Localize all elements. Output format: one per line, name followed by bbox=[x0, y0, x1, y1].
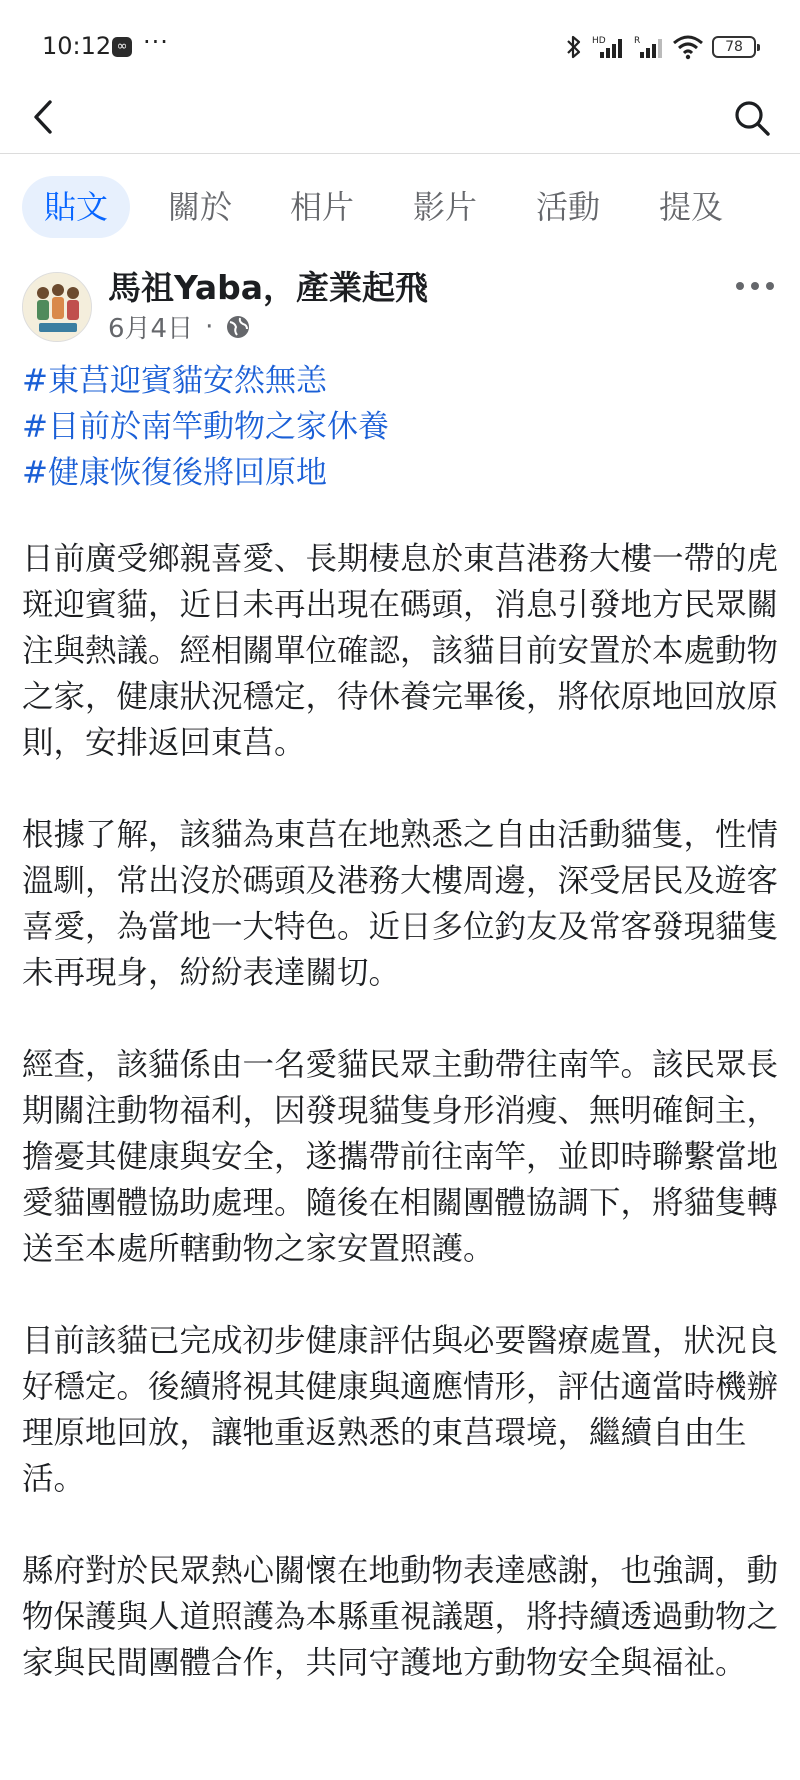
post-options-button[interactable] bbox=[736, 276, 776, 296]
search-icon bbox=[730, 96, 774, 140]
hashtag-link[interactable]: #目前於南竿動物之家休養 bbox=[22, 409, 389, 445]
app-notification-icon: ∞ bbox=[112, 37, 132, 57]
tab-videos[interactable]: 影片 bbox=[413, 188, 478, 226]
status-time: 10:12 bbox=[42, 32, 112, 60]
tab-photos[interactable]: 相片 bbox=[290, 188, 355, 226]
hashtag-link[interactable]: #東莒迎賓貓安然無恙 bbox=[22, 363, 327, 399]
roaming-signal-icon bbox=[634, 34, 664, 60]
tab-mentions[interactable]: 提及 bbox=[659, 188, 724, 226]
post-paragraph: 目前該貓已完成初步健康評估與必要醫療處置，狀況良好穩定。後續將視其健康與適應情形，評估適當時機辦理原地回放，讓牠重返熟悉的東莒環境，繼續自由生活。 bbox=[22, 1323, 779, 1497]
battery-icon: 78 bbox=[712, 36, 756, 58]
post-paragraph: 根據了解，該貓為東莒在地熟悉之自由活動貓隻，性情溫馴，常出沒於碼頭及港務大樓周邊，深受居民及遊客喜愛，為當地一大特色。近日多位釣友及常客發現貓隻未再現身，紛紛表達關切。 bbox=[22, 817, 779, 991]
dot-icon bbox=[736, 282, 744, 290]
globe-icon bbox=[225, 314, 251, 340]
status-more-icon: ··· bbox=[143, 28, 169, 56]
back-button[interactable] bbox=[26, 96, 66, 140]
svg-text:HD: HD bbox=[592, 36, 606, 46]
post-date[interactable]: 6月4日 bbox=[108, 314, 194, 344]
avatar-illustration bbox=[23, 273, 92, 342]
top-navigation-bar bbox=[0, 82, 800, 154]
post-body bbox=[22, 358, 782, 1732]
status-icons bbox=[564, 30, 756, 64]
page-avatar[interactable] bbox=[22, 272, 92, 342]
svg-text:R: R bbox=[634, 36, 641, 46]
post-paragraph: 縣府對於民眾熱心關懷在地動物表達感謝，也強調，動物保護與人道照護為本縣重視議題，將持續透過動物之家與民間團體合作，共同守護地方動物安全與福祉。 bbox=[22, 1553, 779, 1681]
tab-posts[interactable]: 貼文 bbox=[22, 176, 130, 238]
dot-icon bbox=[751, 282, 759, 290]
post-header bbox=[0, 262, 800, 362]
hd-signal-icon bbox=[592, 34, 626, 60]
wifi-icon bbox=[672, 34, 704, 60]
bluetooth-icon bbox=[564, 34, 584, 60]
page-name[interactable]: 馬祖Yaba，產業起飛 bbox=[108, 268, 429, 307]
dot-icon bbox=[766, 282, 774, 290]
tab-about[interactable]: 關於 bbox=[168, 188, 233, 226]
chevron-left-icon bbox=[26, 96, 66, 140]
page-tabs bbox=[0, 172, 800, 244]
hashtag-link[interactable]: #健康恢復後將回原地 bbox=[22, 455, 327, 491]
tab-events[interactable]: 活動 bbox=[536, 188, 601, 226]
post-paragraph: 日前廣受鄉親喜愛、長期棲息於東莒港務大樓一帶的虎斑迎賓貓，近日未再出現在碼頭，消息引發地方民眾關注與熱議。經相關單位確認，該貓目前安置於本處動物之家，健康狀況穩定，待休養完畢後，將依原地回放原則，安排返回東莒。 bbox=[22, 541, 779, 761]
post-paragraph: 經查，該貓係由一名愛貓民眾主動帶往南竿。該民眾長期關注動物福利，因發現貓隻身形消瘦、無明確飼主，擔憂其健康與安全，遂攜帶前往南竿，並即時聯繫當地愛貓團體協助處理。隨後在相關團體協調下，將貓隻轉送至本處所轄動物之家安置照護。 bbox=[22, 1047, 779, 1267]
post-meta bbox=[108, 308, 251, 345]
search-button[interactable] bbox=[730, 96, 774, 140]
hashtag-list bbox=[22, 358, 782, 496]
meta-separator: · bbox=[205, 311, 214, 342]
